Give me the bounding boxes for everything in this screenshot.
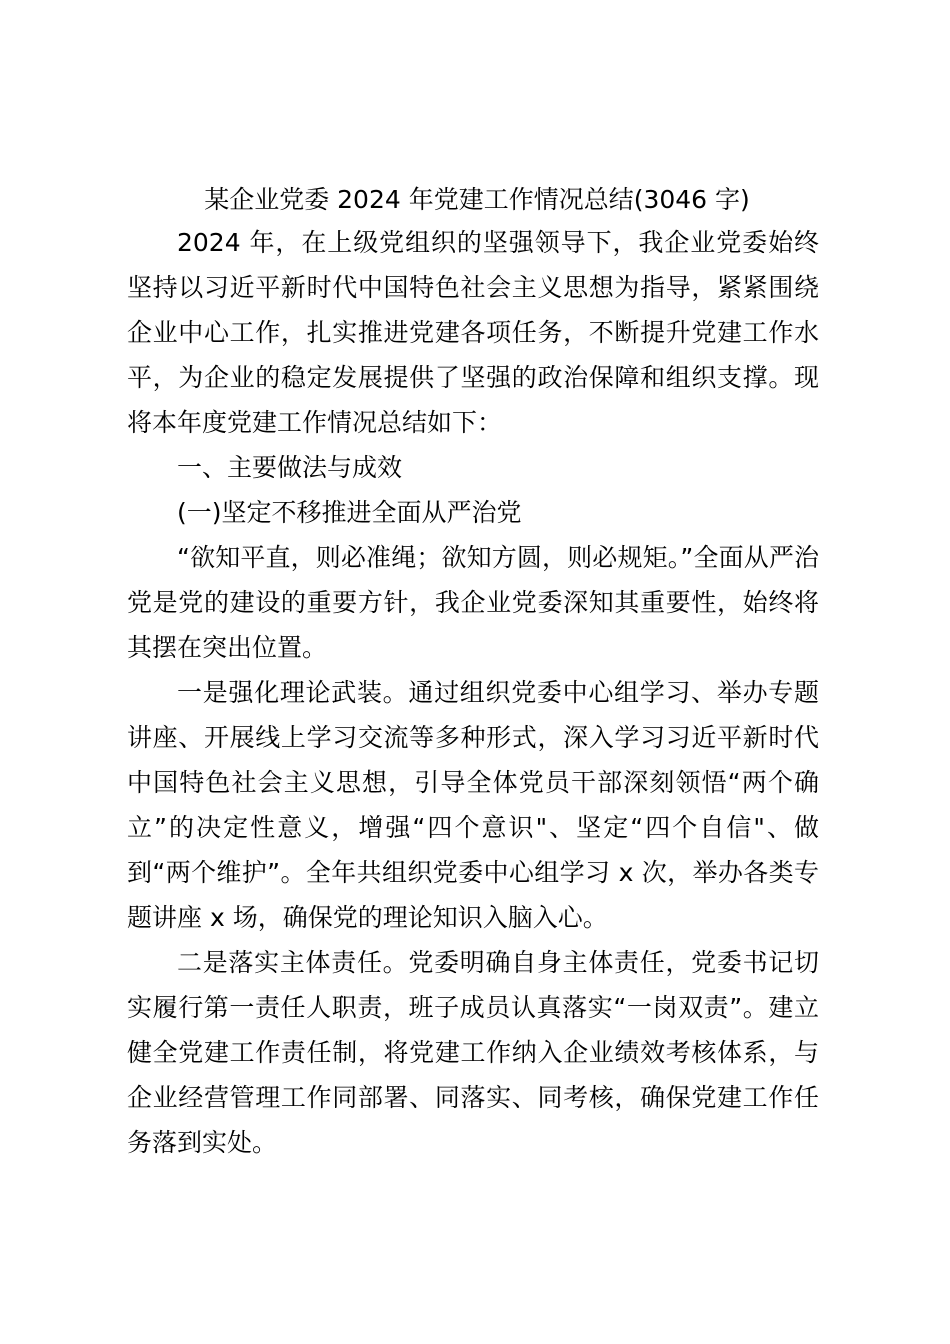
quote-paragraph: “欲知平直，则必准绳；欲知方圆，则必规矩。”全面从严治党是党的建设的重要方针，我企业党委深知其重要性，始终将其摆在突出位置。: [127, 543, 819, 662]
document-title: 某企业党委 2024 年党建工作情况总结(3046 字): [204, 185, 750, 214]
document-page: [127, 180, 819, 1165]
section-heading-main-practices: 一、主要做法与成效: [177, 453, 403, 482]
responsibility-paragraph: 二是落实主体责任。党委明确自身主体责任，党委书记切实履行第一责任人职责，班子成员认真落实“一岗双责”。建立健全党建工作责任制，将党建工作纳入企业绩效考核体系，与企业经营管理工作同部署、同落实、同考核，确保党建工作任务落到实处。: [127, 948, 819, 1157]
theory-paragraph: 一是强化理论武装。通过组织党委中心组学习、举办专题讲座、开展线上学习交流等多种形式，深入学习习近平新时代中国特色社会主义思想，引导全体党员干部深刻领悟“两个确立”的决定性意义，增强“四个意识"、坚定“四个自信"、做到“两个维护”。全年共组织党委中心组学习 x 次，举办各类专题讲座 x 场，确保党的理论知识入脑入心。: [127, 678, 819, 932]
subsection-heading-strict-governance: (一)坚定不移推进全面从严治党: [177, 498, 522, 527]
intro-paragraph: 2024 年，在上级党组织的坚强领导下，我企业党委始终坚持以习近平新时代中国特色社会主义思想为指导，紧紧围绕企业中心工作，扎实推进党建各项任务，不断提升党建工作水平，为企业的稳定发展提供了坚强的政治保障和组织支撑。现将本年度党建工作情况总结如下：: [127, 228, 819, 437]
